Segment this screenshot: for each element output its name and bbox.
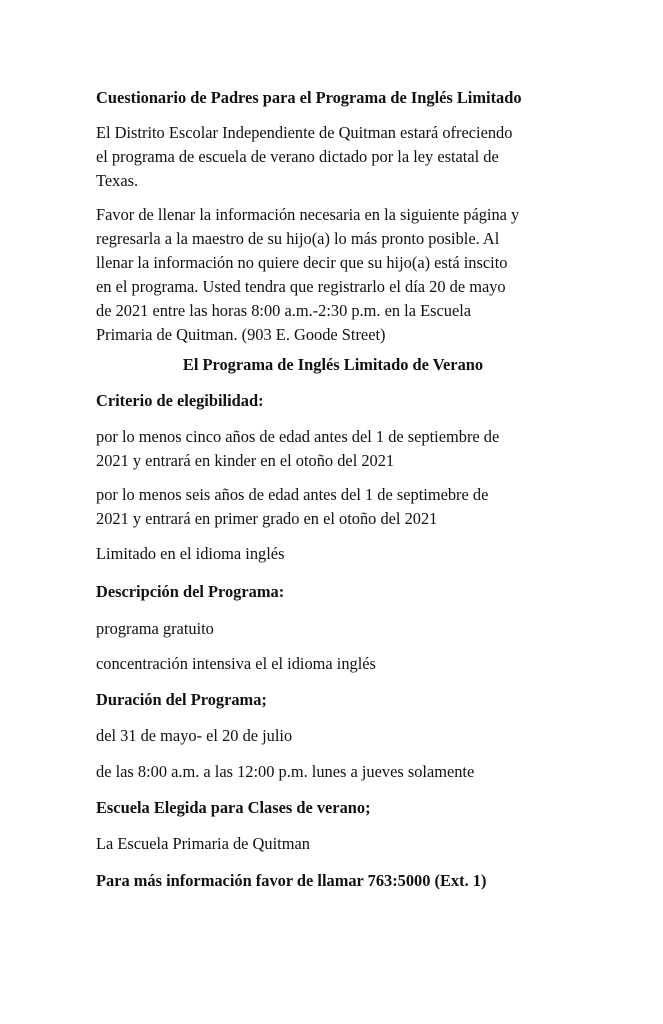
instructions-line: Primaria de Quitman. (903 E. Goode Street) xyxy=(96,325,386,344)
intro-line: Texas. xyxy=(96,171,139,190)
instructions-line: en el programa. Usted tendra que registrarlo el día 20 de mayo xyxy=(96,277,506,296)
instructions-paragraph xyxy=(96,203,596,347)
description-item: concentración intensiva el el idioma inglés xyxy=(96,654,376,673)
instructions-line: Favor de llenar la información necesaria en la siguiente página y xyxy=(96,205,520,224)
eligibility-heading: Criterio de elegibilidad: xyxy=(96,391,264,410)
eligibility-line: por lo menos seis años de edad antes del 1 de septimebre de xyxy=(96,485,489,504)
intro-line: El Distrito Escolar Independiente de Quitman estará ofreciendo xyxy=(96,123,513,142)
duration-item: de las 8:00 a.m. a las 12:00 p.m. lunes a jueves solamente xyxy=(96,762,475,781)
intro-line: el programa de escuela de verano dictado por la ley estatal de xyxy=(96,147,499,166)
instructions-line: regresarla a la maestro de su hijo(a) lo más pronto posible. Al xyxy=(96,229,500,248)
instructions-line: de 2021 entre las horas 8:00 a.m.-2:30 p.m. en la Escuela xyxy=(96,301,472,320)
duration-heading: Duración del Programa; xyxy=(96,690,267,709)
description-heading: Descripción del Programa: xyxy=(96,582,285,601)
eligibility-item: Limitado en el idioma inglés xyxy=(96,544,285,563)
eligibility-item xyxy=(96,483,596,531)
instructions-line: llenar la información no quiere decir que su hijo(a) está inscito xyxy=(96,253,508,272)
eligibility-line: 2021 y entrará en kinder en el otoño del 2021 xyxy=(96,451,395,470)
school-heading: Escuela Elegida para Clases de verano; xyxy=(96,798,371,817)
contact-line: Para más información favor de llamar 763:5000 (Ext. 1) xyxy=(96,871,487,890)
duration-item: del 31 de mayo- el 20 de julio xyxy=(96,726,293,745)
description-item: programa gratuito xyxy=(96,619,214,638)
document-title: Cuestionario de Padres para el Programa de Inglés Limitado xyxy=(96,88,522,107)
eligibility-item xyxy=(96,425,596,473)
program-heading: El Programa de Inglés Limitado de Verano xyxy=(182,355,484,374)
school-name: La Escuela Primaria de Quitman xyxy=(96,834,310,853)
eligibility-line: 2021 y entrará en primer grado en el otoño del 2021 xyxy=(96,509,438,528)
eligibility-line: por lo menos cinco años de edad antes del 1 de septiembre de xyxy=(96,427,500,446)
intro-paragraph xyxy=(96,121,596,193)
